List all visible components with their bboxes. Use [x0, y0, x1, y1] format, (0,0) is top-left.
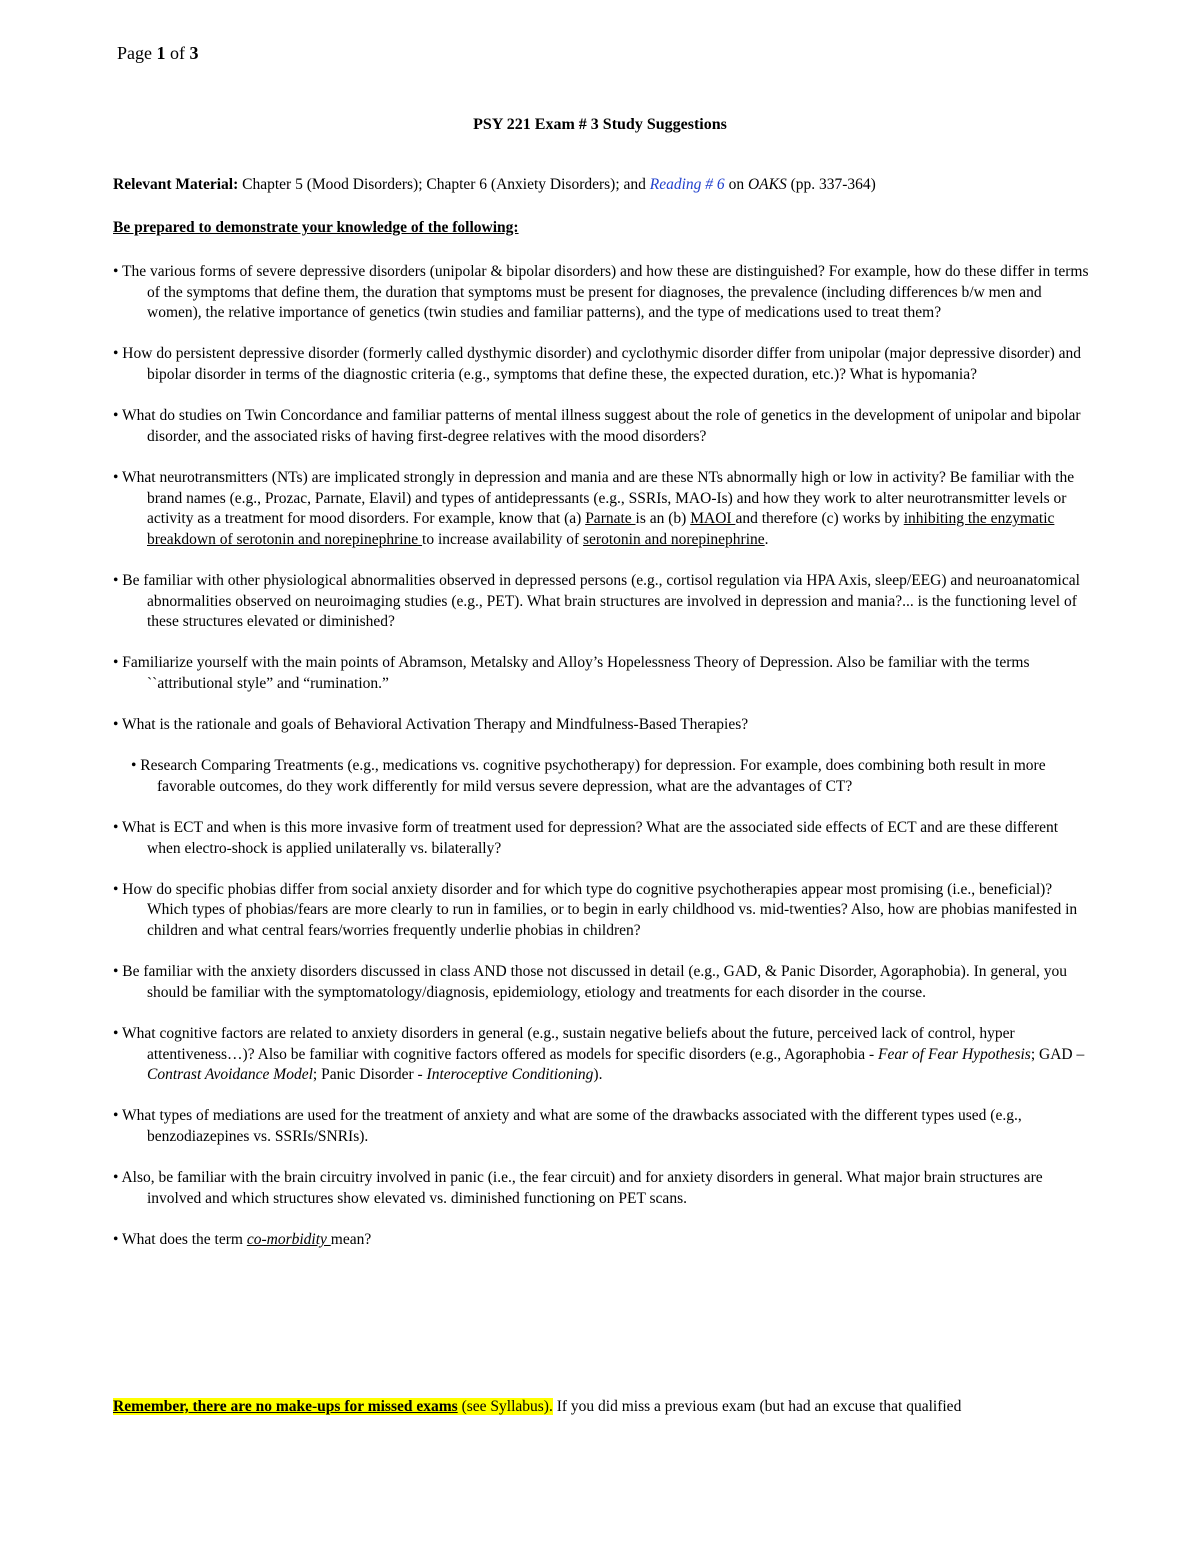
list-item: • Familiarize yourself with the main points of Abramson, Metalsky and Alloy’s Hopelessness Theory of Depression. Also be familiar with the terms ``attributional style” and “rumination.”	[113, 654, 1030, 692]
list-item: • What do studies on Twin Concordance and familiar patterns of mental illness suggest about the role of genetics in the development of unipolar and bipolar disorder, and the associated risks of having first-degree relatives with the mood disorders?	[113, 407, 1081, 445]
list-item: • Be familiar with other physiological abnormalities observed in depressed persons (e.g., cortisol regulation via HPA Axis, sleep/EEG) and neuroanatomical abnormalities observed on neuroimaging studies (e.g., PET). What brain structures are involved in depression and mania?... is the functioning level of these structures elevated or diminished?	[113, 571, 1080, 631]
list-item-neurotransmitters: • What neurotransmitters (NTs) are implicated strongly in depression and mania and are these NTs abnormally high or low in activity? Be familiar with the brand names (e.g., Prozac, Parnate, Elavil) and types of antidepressants (e.g., SSRIs, MAO-Is) and how they work to alter neurotransmitter levels or activity as a treatment for mood disorders. For example, know that (a) Parnate is an (b) MAOI and therefore (c) works by inhibiting the enzymatic breakdown of serotonin and norepinephrine to increase availability of serotonin and norepinephrine.	[113, 468, 1075, 548]
list-item: • How do specific phobias differ from social anxiety disorder and for which type do cognitive psychotherapies appear most promising (i.e., beneficial)? Which types of phobias/fears are more clearly to run in families, or to begin in early childhood vs. mid-twenties? Also, how are phobias manifested in children and what central fears/worries frequently underlie phobias in children?	[113, 880, 1078, 939]
prepared-heading: Be prepared to demonstrate your knowledge of the following:	[113, 219, 519, 236]
list-item: • How do persistent depressive disorder (formerly called dysthymic disorder) and cyclothymic disorder differ from unipolar (major depressive disorder) and bipolar disorder in terms of the diagnostic criteria (e.g., symptoms that define these, the expected duration, etc.)? What is hypomania?	[113, 345, 1082, 383]
list-item-research: • Research Comparing Treatments (e.g., medications vs. cognitive psychotherapy) for depression. For example, does combining both result in more favorable outcomes, do they work differently for mild versus severe depression, what are the advantages of CT?	[131, 757, 1046, 795]
list-item: • The various forms of severe depressive disorders (unipolar & bipolar disorders) and how these are distinguished? For example, how do these differ in terms of the symptoms that define them, the duration that symptoms must be present for diagnoses, the prevalence (including differences b/w men and women), the relative importance of genetics (twin studies and familiar patterns), and the type of medications used to treat them?	[113, 263, 1089, 322]
list-item-comorbidity: • What does the term co-morbidity mean?	[113, 1230, 372, 1248]
list-item: • What is ECT and when is this more invasive form of treatment used for depression? What are the associated side effects of ECT and are these different when electro-shock is applied unilaterally vs. bilaterally?	[113, 819, 1059, 857]
document-title: PSY 221 Exam # 3 Study Suggestions	[473, 116, 727, 133]
reading-link[interactable]: Reading # 6	[649, 176, 725, 193]
list-item: • What is the rationale and goals of Behavioral Activation Therapy and Mindfulness-Based Therapies?	[113, 716, 749, 734]
bullet-list	[113, 262, 1093, 1271]
list-item: • What types of mediations are used for the treatment of anxiety and what are some of the drawbacks associated with the different types used (e.g., benzodiazepines vs. SSRIs/SNRIs).	[113, 1107, 1022, 1145]
page-number: Page 1 of 3	[117, 43, 199, 63]
list-item: • Be familiar with the anxiety disorders discussed in class AND those not discussed in detail (e.g., GAD, & Panic Disorder, Agoraphobia). In general, you should be familiar with the symptomatology/diagnosis, epidemiology, etiology and treatments for each disorder in the course.	[113, 963, 1067, 1001]
list-item-cognitive: • What cognitive factors are related to anxiety disorders in general (e.g., sustain negative beliefs about the future, perceived lack of control, hyper attentiveness…)? Also be familiar with cognitive factors offered as models for specific disorders (e.g., Agoraphobia - Fear of Fear Hypothesis; GAD – Contrast Avoidance Model; Panic Disorder - Interoceptive Conditioning).	[113, 1024, 1085, 1084]
relevant-material: Relevant Material: Chapter 5 (Mood Disorders); Chapter 6 (Anxiety Disorders); and Reading # 6 on OAKS (pp. 337-364)	[113, 176, 876, 193]
list-item: • Also, be familiar with the brain circuitry involved in panic (i.e., the fear circuit) and for anxiety disorders in general. What major brain structures are involved and which structures show elevated vs. diminished functioning on PET scans.	[113, 1169, 1043, 1207]
remember-note: Remember, there are no make-ups for missed exams (see Syllabus). If you did miss a previous exam (but had an excuse that qualified	[113, 1398, 962, 1415]
